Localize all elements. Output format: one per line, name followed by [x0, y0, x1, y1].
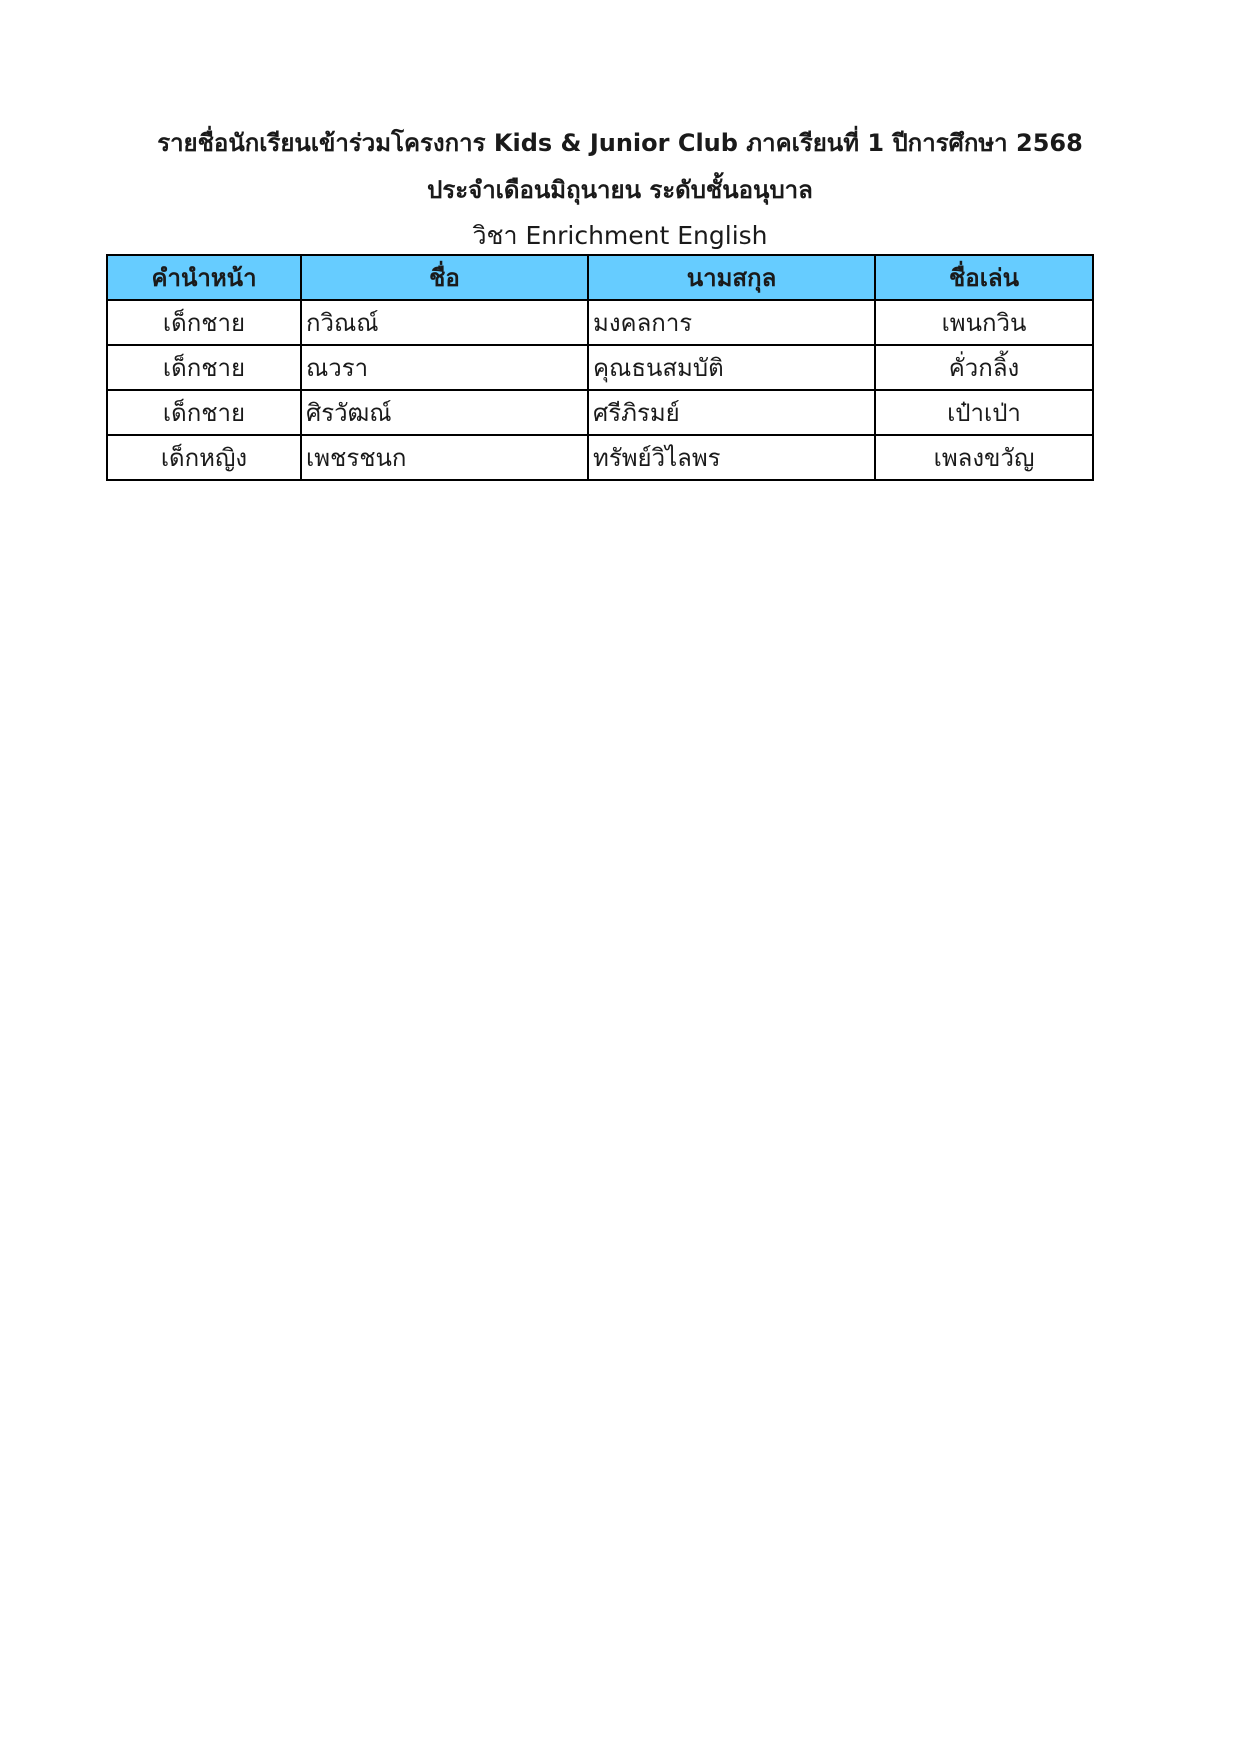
document-subtitle: ประจำเดือนมิถุนายน ระดับชั้นอนุบาล — [427, 176, 813, 204]
cell-nickname: เพลงขวัญ — [875, 435, 1093, 480]
cell-nickname: คั่วกลิ้ง — [875, 345, 1093, 390]
cell-nickname: เพนกวิน — [875, 300, 1093, 345]
cell-first-name: กวิณณ์ — [301, 300, 588, 345]
cell-prefix: เด็กชาย — [107, 390, 301, 435]
table-row — [107, 435, 1093, 480]
subject-heading: วิชา Enrichment English — [472, 221, 768, 250]
column-header-last-name: นามสกุล — [588, 255, 875, 300]
cell-prefix: เด็กชาย — [107, 345, 301, 390]
table-row — [107, 390, 1093, 435]
cell-prefix: เด็กชาย — [107, 300, 301, 345]
cell-first-name: ณวรา — [301, 345, 588, 390]
student-roster-table — [106, 254, 1094, 481]
table-row — [107, 345, 1093, 390]
cell-first-name: เพชรชนก — [301, 435, 588, 480]
cell-prefix: เด็กหญิง — [107, 435, 301, 480]
cell-last-name: คุณธนสมบัติ — [588, 345, 875, 390]
cell-last-name: มงคลการ — [588, 300, 875, 345]
cell-last-name: ทรัพย์วิไลพร — [588, 435, 875, 480]
cell-first-name: ศิรวัฒณ์ — [301, 390, 588, 435]
table-row — [107, 300, 1093, 345]
document-title: รายชื่อนักเรียนเข้าร่วมโครงการ Kids & Junior Club ภาคเรียนที่ 1 ปีการศึกษา 2568 — [157, 129, 1083, 157]
column-header-first-name: ชื่อ — [301, 255, 588, 300]
cell-nickname: เป๋าเป่า — [875, 390, 1093, 435]
column-header-prefix: คำนำหน้า — [107, 255, 301, 300]
column-header-nickname: ชื่อเล่น — [875, 255, 1093, 300]
table-header-row — [107, 255, 1093, 300]
cell-last-name: ศรีภิรมย์ — [588, 390, 875, 435]
